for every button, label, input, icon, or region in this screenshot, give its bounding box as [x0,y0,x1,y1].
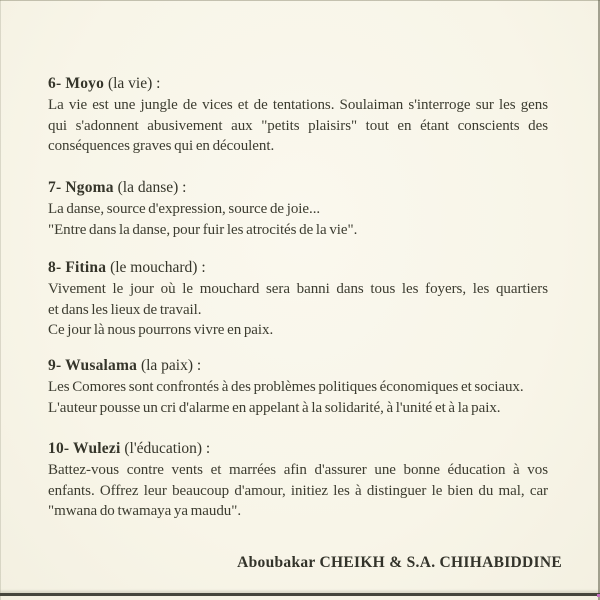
note-line: L'auteur pousse un cri d'alarme en appelant à la solidarité, à l'unité et à la paix. [48,399,501,416]
track-number-title: 6- Moyo [48,75,105,92]
scan-edge-bottom [0,593,600,596]
section-ngoma [48,177,548,240]
note-line: La danse, source d'expression, source de joie... [48,201,321,217]
section-fitina [48,257,548,341]
scan-edge-left [0,0,1,600]
track-subtitle: (la paix) : [137,357,202,374]
track-number-title: 8- Fitina [48,259,107,276]
note-line: Ce jour là nous pourrons vivre en paix. [48,322,274,338]
note-line: "Entre dans la danse, pour fuir les atrocités de la vie". [48,221,358,238]
track-heading-wulezi [48,438,548,459]
track-subtitle: (le mouchard) : [106,259,206,276]
track-heading-wusalama [48,355,548,376]
note-line: enfants. Offrez leur beaucoup d'amour, initiez les à distinguer le bien du mal, car [48,482,548,499]
author-credit: Aboubakar CHEIKH & S.A. CHIHABIDDINE [237,554,562,571]
note-line: Les Comores sont confrontés à des problèmes politiques économiques et sociaux. [48,379,524,395]
track-heading-ngoma [48,177,548,198]
track-heading-moyo [48,73,548,94]
track-subtitle: (la vie) : [104,75,161,92]
note-line: La vie est une jungle de vices et de tentations. Soulaiman s'interroge sur les gens [48,97,548,113]
note-line: Vivement le jour où le mouchard sera banni dans tous les foyers, les quartiers [48,281,548,297]
note-line: qui s'adonnent abusivement aux "petits plaisirs" tout en étant conscients des [48,117,548,134]
note-line: et dans les lieux de travail. [48,301,202,318]
note-line: conséquences graves qui en découlent. [48,138,275,154]
track-subtitle: (la danse) : [113,179,187,196]
scan-edge-top [0,0,600,1]
track-number-title: 10- Wulezi [48,440,121,457]
track-heading-fitina [48,257,548,278]
section-wusalama [48,355,548,418]
track-subtitle: (l'éducation) : [120,440,211,457]
note-line: Battez-vous contre vents et marrées afin d'assurer une bonne éducation à vos [48,462,548,478]
section-moyo [48,73,548,157]
section-wulezi [48,438,548,522]
track-number-title: 9- Wusalama [48,357,138,374]
note-line: "mwana do twamaya ya maudu". [48,503,242,519]
track-number-title: 7- Ngoma [48,179,114,196]
